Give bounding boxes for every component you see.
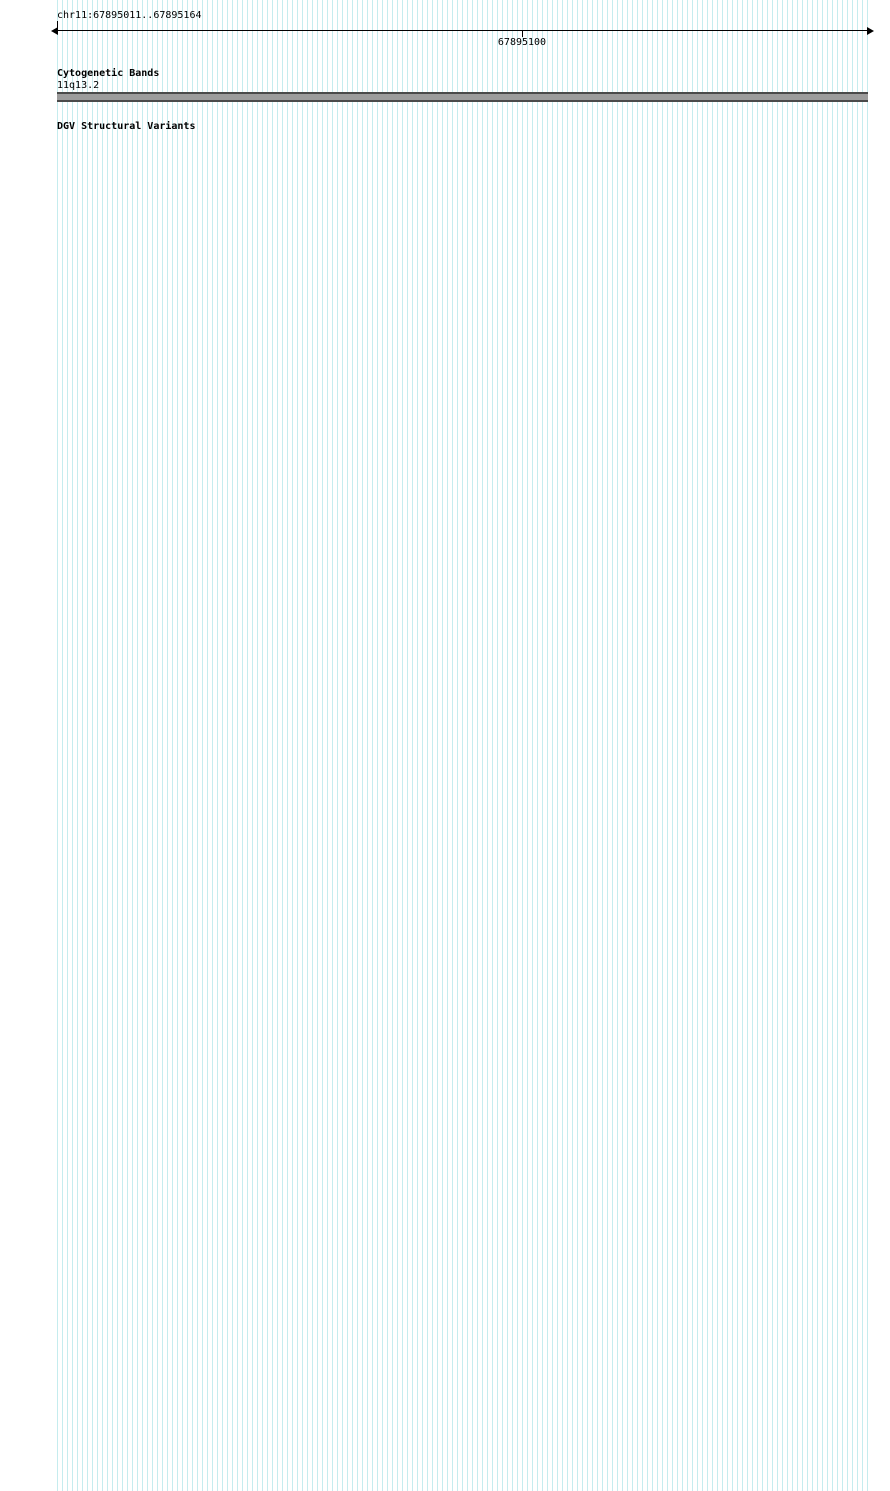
dgv-section-title: DGV Structural Variants [57,121,196,132]
ruler-tick-label: 67895100 [497,37,547,48]
region-label: chr11:67895011..67895164 [57,10,202,21]
cytoband-section-title: Cytogenetic Bands [57,68,160,79]
cytoband-label: 11q13.2 [57,80,100,91]
